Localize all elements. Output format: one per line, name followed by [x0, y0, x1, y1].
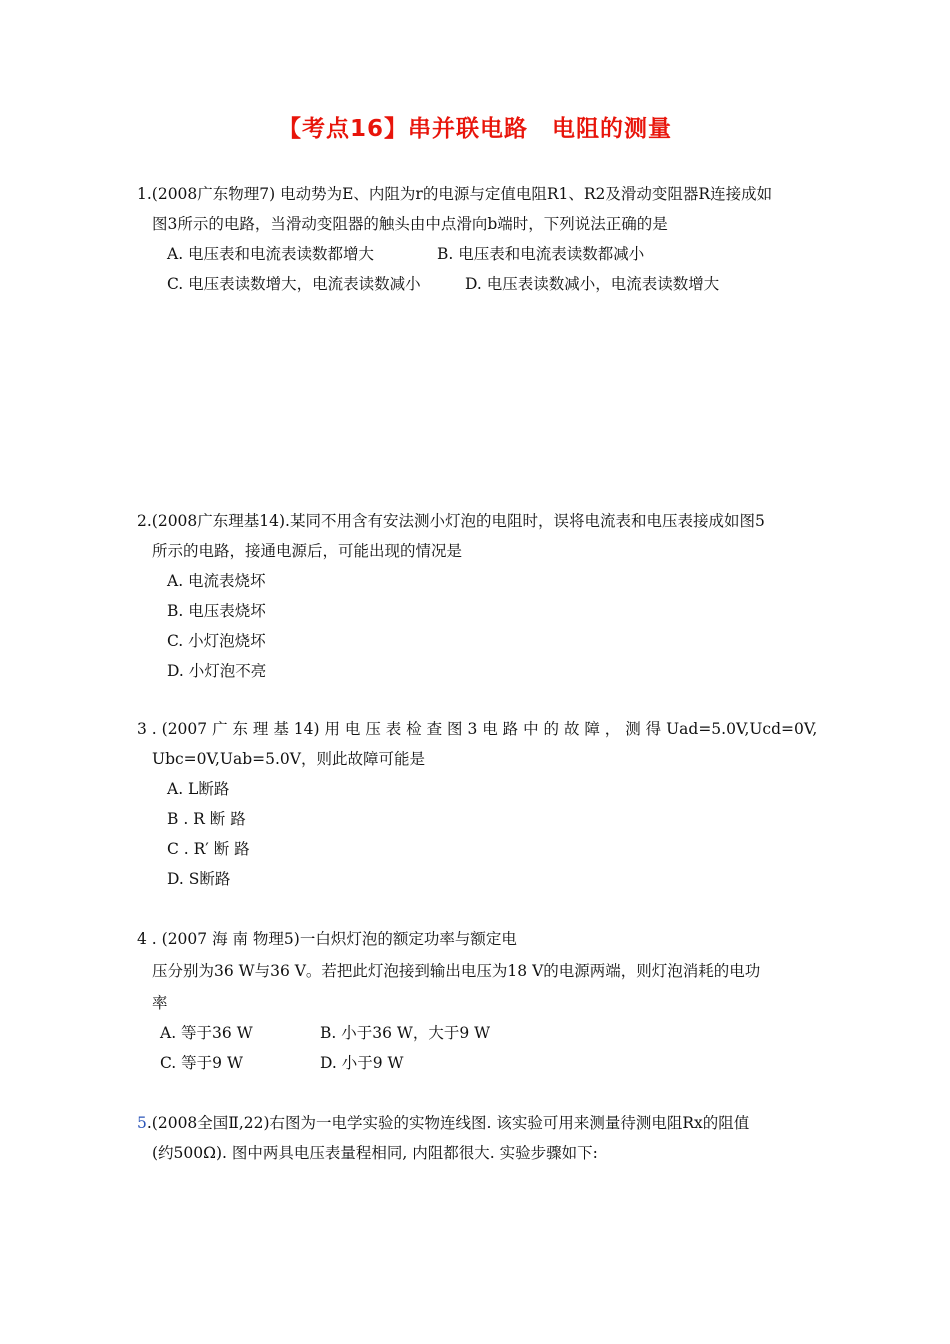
q2-line-2: 所示的电路，接通电源后，可能出现的情况是: [152, 542, 463, 560]
q3-line-1: 3 . (2007 广 东 理 基 14) 用 电 压 表 检 查 图 3 电 路 中 的 故 障 ， 测 得 Uad=5.0V,Ucd=0V,: [137, 720, 818, 738]
q2-option-b: B. 电压表烧坏: [167, 602, 266, 620]
q3-option-a: A. L断路: [167, 780, 230, 798]
q2-line-1: 2.(2008广东理基14).某同不用含有安法测小灯泡的电阻时，误将电流表和电压表接成如图5: [137, 512, 765, 530]
q3-line-2: Ubc=0V,Uab=5.0V，则此故障可能是: [152, 750, 425, 768]
q1-line-2: 图3所示的电路，当滑动变阻器的触头由中点滑向b端时，下列说法正确的是: [152, 215, 668, 233]
q4-line-3: 率: [152, 994, 168, 1012]
q4-option-d: D. 小于9 W: [320, 1054, 404, 1072]
q2-option-c: C. 小灯泡烧坏: [167, 632, 266, 650]
q1-option-d: D. 电压表读数减小，电流表读数增大: [465, 275, 720, 293]
q5-number: 5: [137, 1114, 147, 1132]
q4-option-c: C. 等于9 W: [160, 1054, 243, 1072]
q1-option-a: A. 电压表和电流表读数都增大: [167, 245, 375, 263]
page-title: 【考点16】串并联电路 电阻的测量: [277, 116, 672, 142]
q1-option-c: C. 电压表读数增大，电流表读数减小: [167, 275, 421, 293]
q5-line-1-text: .(2008全国Ⅱ,22)右图为一电学实验的实物连线图. 该实验可用来测量待测电阻Rx的阻值: [146, 1114, 750, 1132]
q4-line-1: 4 . (2007 海 南 物理5)一白炽灯泡的额定功率与额定电: [137, 930, 517, 948]
q4-option-b: B. 小于36 W，大于9 W: [320, 1024, 491, 1042]
q1-option-b: B. 电压表和电流表读数都减小: [437, 245, 645, 263]
q5-line-2: (约500Ω). 图中两具电压表量程相同, 内阻都很大. 实验步骤如下:: [152, 1144, 598, 1162]
q3-option-b: B . R 断 路: [167, 810, 246, 828]
q4-option-a: A. 等于36 W: [160, 1024, 253, 1042]
q3-option-c: C . R′ 断 路: [167, 840, 250, 858]
q3-option-d: D. S断路: [167, 870, 231, 888]
q2-option-a: A. 电流表烧坏: [167, 572, 266, 590]
q4-line-2: 压分别为36 W与36 V。若把此灯泡接到输出电压为18 V的电源两端，则灯泡消耗的电功: [152, 962, 761, 980]
q5-line-1: [137, 1113, 749, 1133]
q1-line-1: 1.(2008广东物理7) 电动势为E、内阻为r的电源与定值电阻R1、R2及滑动变阻器R连接成如: [137, 185, 773, 203]
q2-option-d: D. 小灯泡不亮: [167, 662, 267, 680]
